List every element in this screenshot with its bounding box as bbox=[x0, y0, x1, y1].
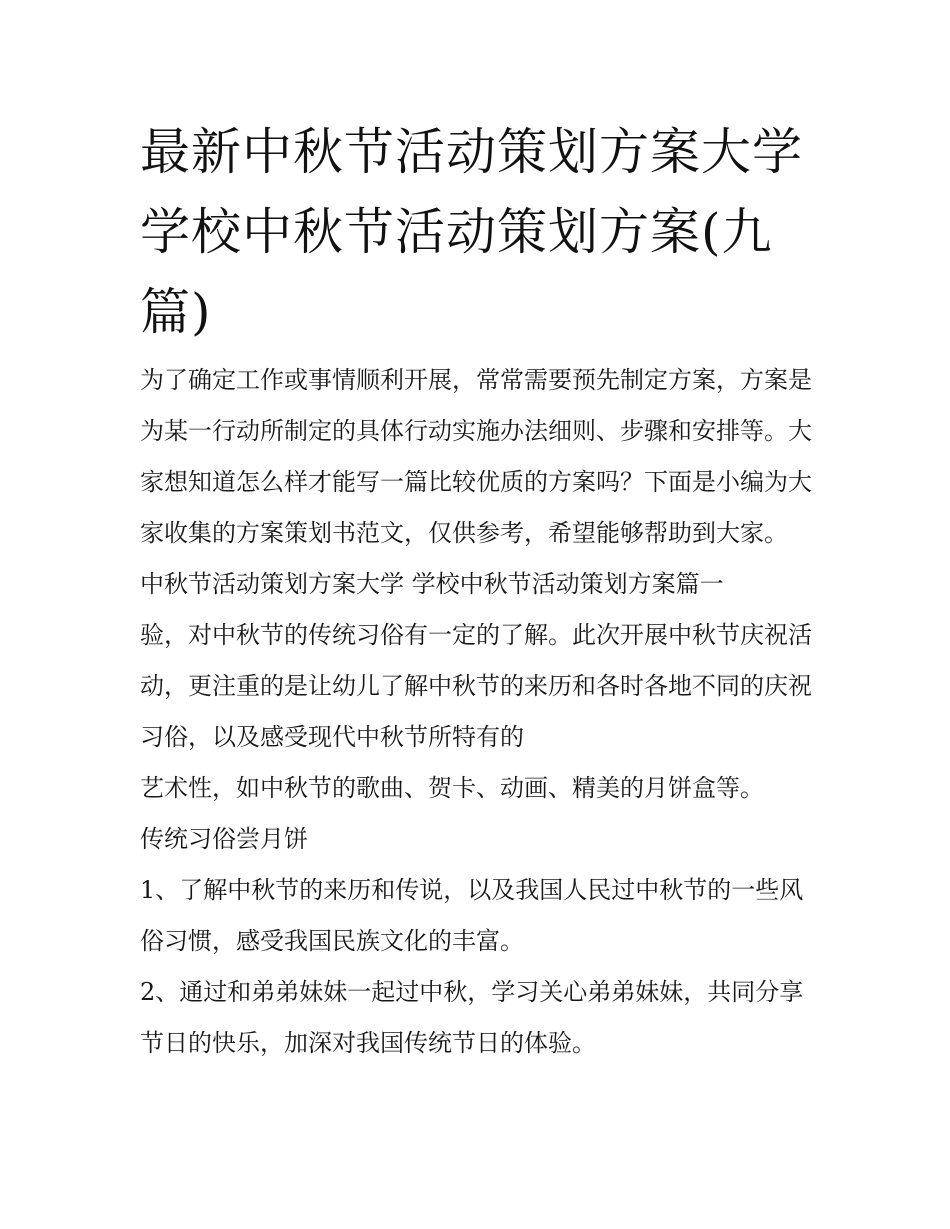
section-heading: 中秋节活动策划方案大学 学校中秋节活动策划方案篇一 bbox=[140, 570, 724, 598]
document-title: 最新中秋节活动策划方案大学学校中秋节活动策划方案(九篇) bbox=[140, 123, 803, 341]
list-item: 1、了解中秋节的来历和传说，以及我国人民过中秋节的一些风俗习惯，感受我国民族文化的丰富。 bbox=[140, 876, 804, 955]
subheading: 传统习俗尝月饼 bbox=[140, 825, 308, 853]
body-paragraph: 验，对中秋节的传统习俗有一定的了解。此次开展中秋节庆祝活动，更注重的是让幼儿了解中秋节的来历和各时各地不同的庆祝习俗，以及感受现代中秋节所特有的 bbox=[140, 621, 812, 751]
list-item: 2、通过和弟弟妹妹一起过中秋，学习关心弟弟妹妹，共同分享节日的快乐，加深对我国传统节日的体验。 bbox=[140, 978, 804, 1057]
document-body bbox=[140, 355, 820, 1069]
intro-paragraph: 为了确定工作或事情顺利开展，常常需要预先制定方案，方案是为某一行动所制定的具体行动实施办法细则、步骤和安排等。大家想知道怎么样才能写一篇比较优质的方案吗？下面是小编为大家收集的方案策划书范文，仅供参考，希望能够帮助到大家。 bbox=[140, 366, 812, 547]
body-paragraph: 艺术性，如中秋节的歌曲、贺卡、动画、精美的月饼盒等。 bbox=[140, 774, 764, 802]
